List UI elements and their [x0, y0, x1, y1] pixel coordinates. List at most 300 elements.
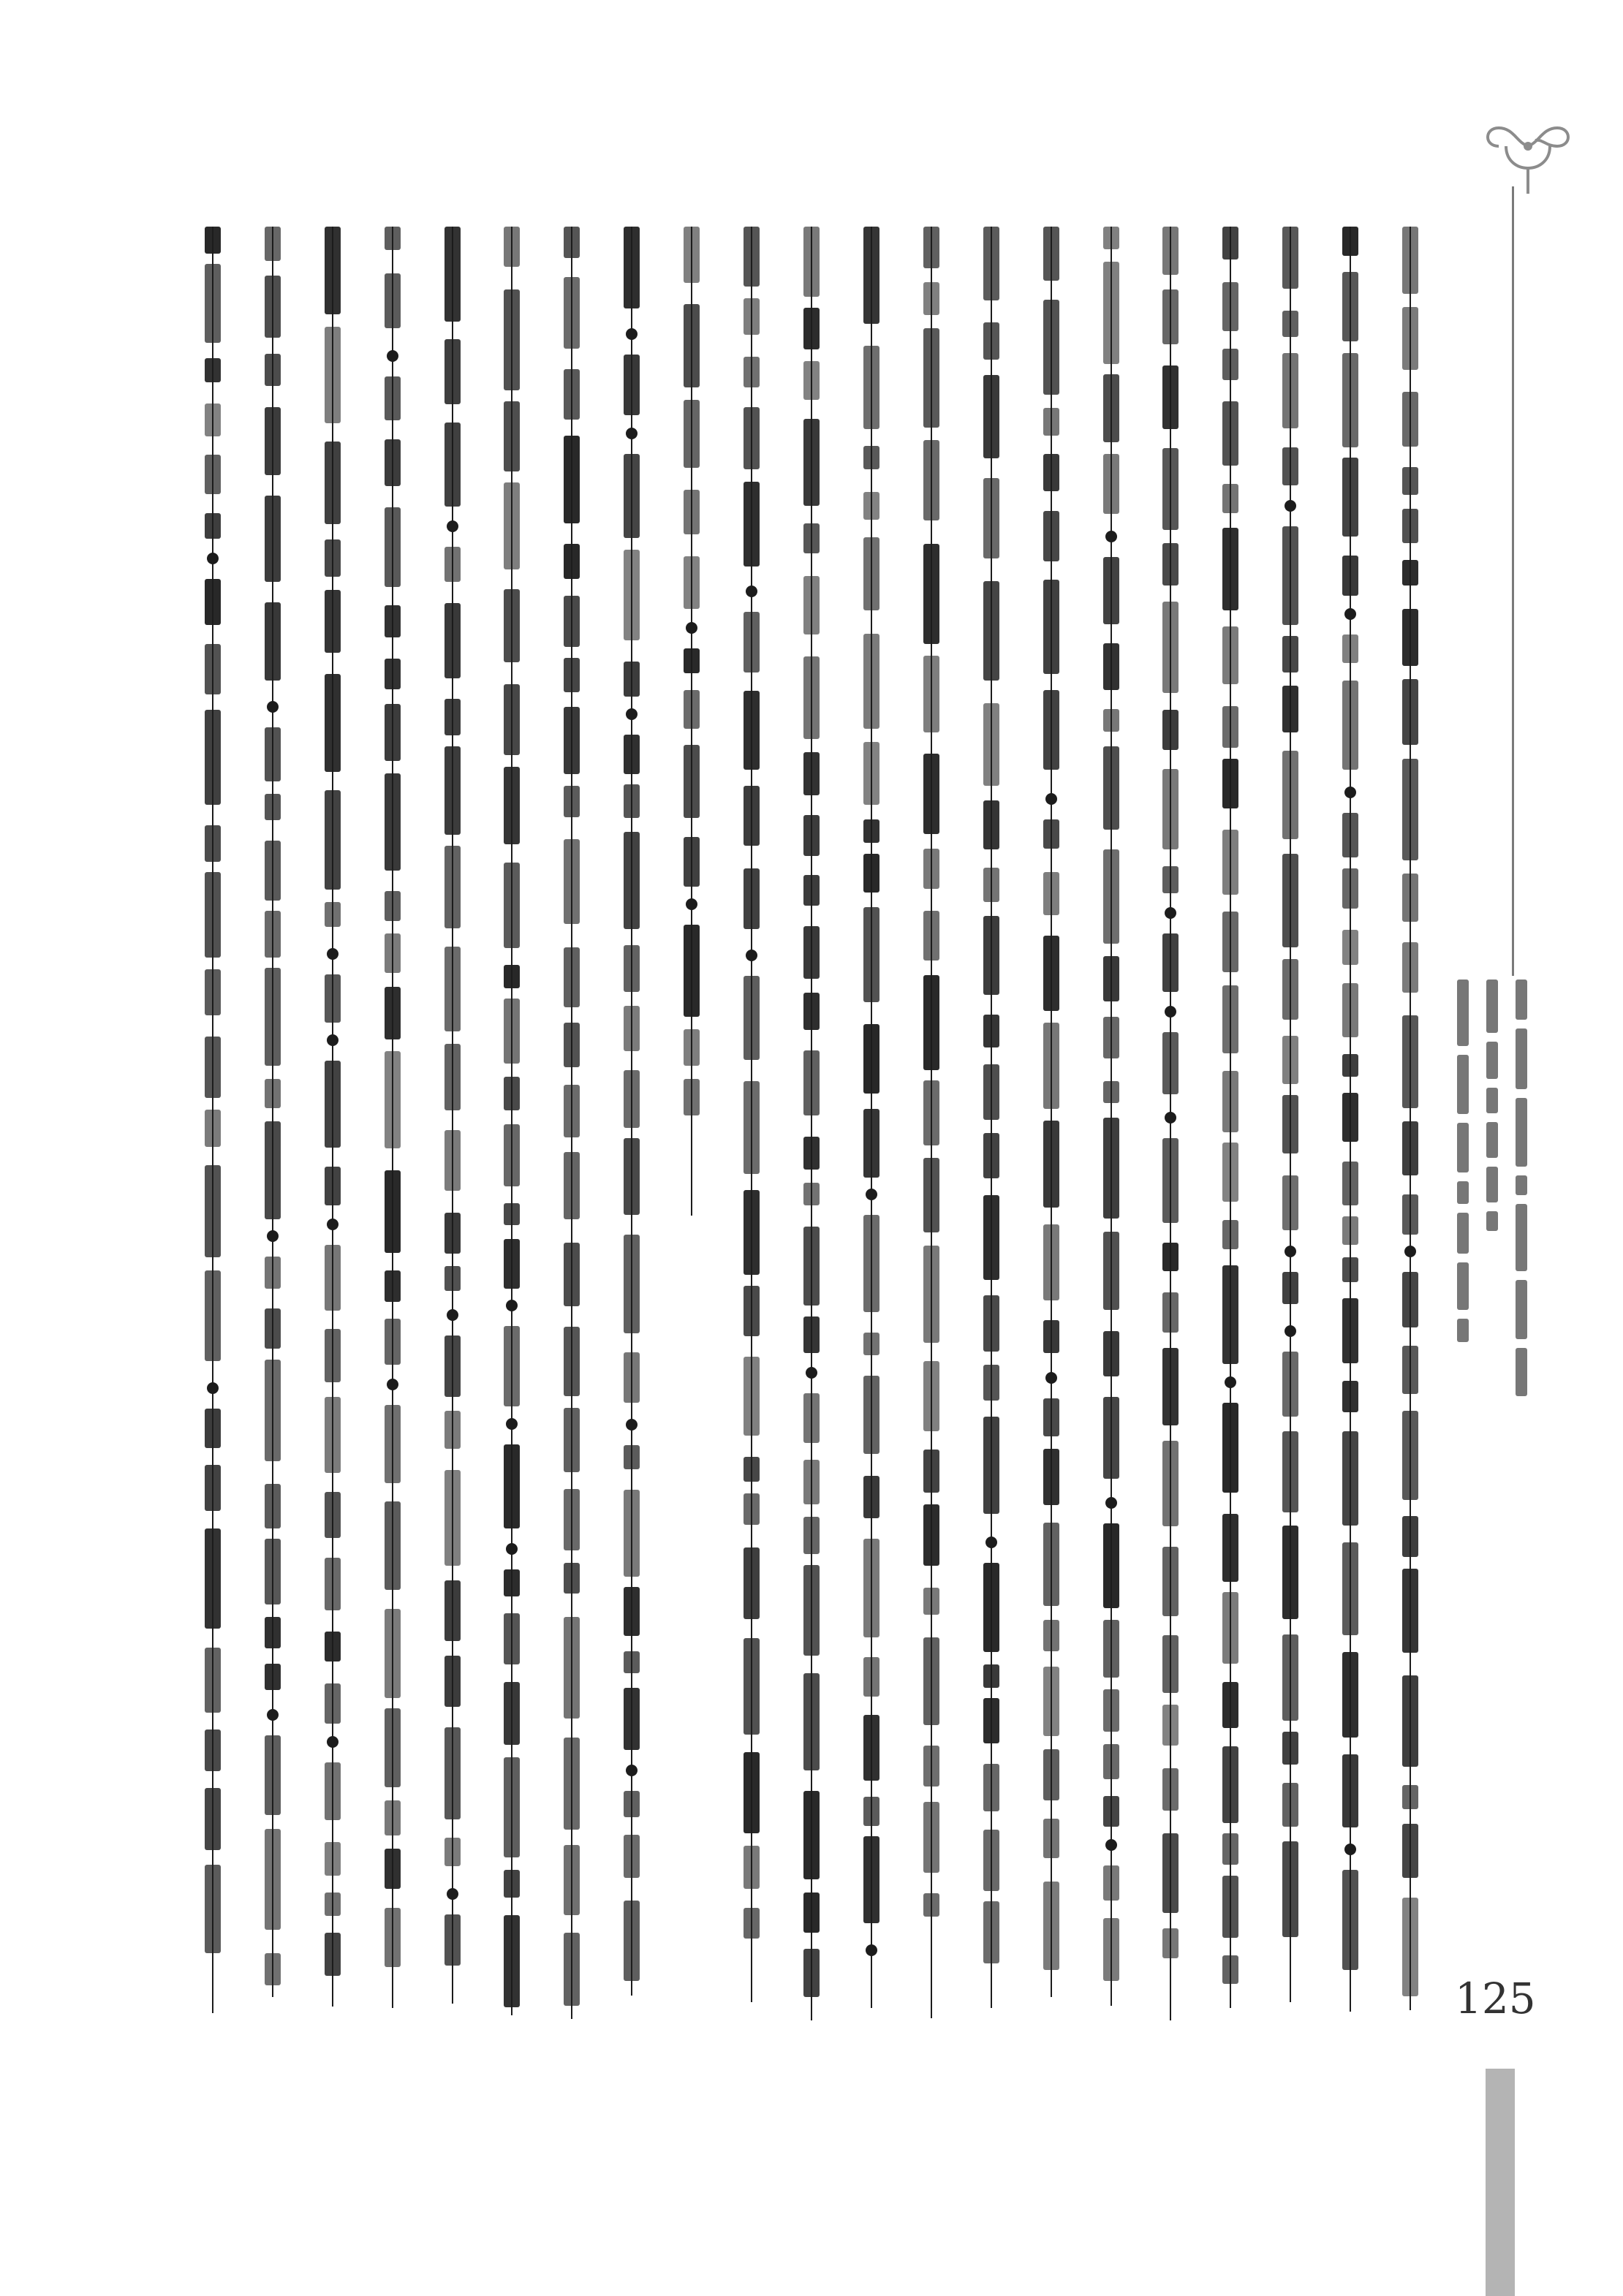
script-word [265, 496, 281, 582]
script-word [744, 612, 760, 672]
script-word [923, 227, 939, 268]
script-word [923, 911, 939, 961]
script-word [265, 1308, 281, 1349]
punctuation-mark [267, 1709, 279, 1721]
script-word [744, 482, 760, 567]
script-word [265, 1953, 281, 1985]
script-word [1043, 1320, 1059, 1353]
script-word [325, 790, 341, 889]
script-word [1162, 769, 1179, 849]
script-word [564, 596, 580, 647]
script-word [744, 1547, 760, 1619]
script-word [1402, 874, 1418, 922]
script-stem [272, 227, 273, 1997]
script-word [265, 1829, 281, 1930]
script-word [504, 684, 520, 755]
text-column [380, 227, 405, 2008]
script-word [1103, 227, 1119, 249]
script-word [1342, 227, 1358, 256]
script-word [1103, 262, 1119, 364]
script-word [1222, 1833, 1238, 1865]
script-word [325, 1245, 341, 1311]
punctuation-mark [327, 1034, 338, 1046]
scroll-ornament-icon [1477, 117, 1579, 197]
script-word [1342, 681, 1358, 770]
script-word [265, 227, 281, 261]
script-word [863, 492, 879, 520]
script-word [624, 550, 640, 640]
script-word [803, 1316, 820, 1353]
script-word [1457, 1319, 1469, 1342]
script-word [1282, 686, 1298, 732]
script-word [205, 1729, 221, 1770]
script-word [863, 446, 879, 469]
script-word [385, 1708, 401, 1787]
script-word [744, 298, 760, 335]
script-word [385, 1501, 401, 1590]
script-word [1282, 1095, 1298, 1153]
script-word [923, 1637, 939, 1726]
script-word [1342, 1381, 1358, 1412]
punctuation-mark [746, 586, 757, 597]
script-word [863, 1109, 879, 1178]
script-word [1162, 710, 1179, 750]
punctuation-mark [267, 701, 279, 713]
script-word [444, 1727, 461, 1819]
script-word [684, 690, 700, 729]
script-word [385, 273, 401, 328]
script-word [1222, 227, 1238, 259]
script-word [983, 1563, 999, 1652]
script-word [1486, 1042, 1498, 1079]
script-word [205, 1648, 221, 1713]
script-word [684, 648, 700, 673]
script-word [863, 634, 879, 729]
script-word [325, 1061, 341, 1148]
punctuation-mark [1225, 1376, 1236, 1388]
script-word [744, 1908, 760, 1939]
script-word [624, 1006, 640, 1051]
script-word [1516, 1028, 1527, 1089]
punctuation-mark [447, 1309, 458, 1321]
script-word [564, 1617, 580, 1719]
script-word [624, 1587, 640, 1636]
punctuation-mark [506, 1418, 518, 1430]
script-word [564, 1085, 580, 1137]
script-word [1342, 353, 1358, 447]
script-word [1162, 1138, 1179, 1223]
script-word [923, 328, 939, 428]
script-word [1222, 528, 1238, 610]
script-word [385, 1800, 401, 1835]
script-word [1043, 511, 1059, 561]
punctuation-mark [686, 898, 697, 910]
script-word [325, 1842, 341, 1876]
script-word [1402, 560, 1418, 586]
script-word [863, 1333, 879, 1356]
script-word [1162, 1768, 1179, 1810]
script-word [1162, 365, 1179, 429]
script-word [325, 1492, 341, 1538]
script-word [1103, 1331, 1119, 1376]
script-word [1103, 956, 1119, 1002]
script-word [504, 1239, 520, 1289]
script-word [1486, 1211, 1498, 1231]
script-word [684, 227, 700, 283]
script-word [265, 1484, 281, 1528]
script-word [1043, 1882, 1059, 1970]
script-word [504, 999, 520, 1064]
script-word [744, 227, 760, 287]
script-word [1342, 930, 1358, 965]
script-word [684, 556, 700, 610]
script-word [803, 576, 820, 635]
script-word [265, 1664, 281, 1690]
script-word [1402, 1824, 1418, 1877]
punctuation-mark [626, 328, 638, 340]
script-word [1402, 1121, 1418, 1175]
script-word [1342, 1257, 1358, 1281]
script-word [504, 1870, 520, 1898]
script-word [1486, 980, 1498, 1033]
script-word [564, 1738, 580, 1830]
script-word [564, 1933, 580, 2007]
script-word [923, 656, 939, 732]
script-word [1043, 872, 1059, 915]
script-word [744, 1457, 760, 1482]
running-title-column [1484, 980, 1500, 1287]
script-word [1342, 983, 1358, 1037]
script-word [744, 786, 760, 845]
script-word [1222, 401, 1238, 466]
script-word [923, 1588, 939, 1615]
script-word [983, 1195, 999, 1280]
script-word [385, 507, 401, 587]
script-word [863, 1657, 879, 1697]
script-word [803, 1393, 820, 1442]
script-word [1342, 813, 1358, 857]
script-word [1342, 1754, 1358, 1827]
script-word [684, 1029, 700, 1066]
punctuation-mark [1105, 1839, 1117, 1851]
script-word [863, 1539, 879, 1637]
text-column [1099, 227, 1124, 2006]
script-word [325, 1329, 341, 1382]
script-word [624, 1490, 640, 1577]
script-word [265, 1121, 281, 1219]
script-word [1222, 830, 1238, 895]
script-word [624, 784, 640, 818]
script-word [504, 1569, 520, 1596]
punctuation-mark [327, 1219, 338, 1230]
script-word [624, 1445, 640, 1469]
script-word [325, 1683, 341, 1724]
punctuation-mark [1285, 1325, 1296, 1337]
script-word [564, 1845, 580, 1915]
script-word [265, 407, 281, 475]
script-word [1103, 1744, 1119, 1779]
script-word [325, 1632, 341, 1662]
script-word [1222, 1746, 1238, 1823]
script-word [1282, 1272, 1298, 1304]
punctuation-mark [746, 950, 757, 961]
script-word [444, 1130, 461, 1191]
script-word [1043, 408, 1059, 435]
script-word [1043, 819, 1059, 849]
script-word [684, 490, 700, 534]
script-word [1043, 580, 1059, 675]
script-word [1342, 1093, 1358, 1142]
script-word [803, 1460, 820, 1504]
script-word [923, 1802, 939, 1873]
punctuation-mark [267, 1230, 279, 1242]
script-word [744, 1190, 760, 1274]
script-word [923, 440, 939, 520]
script-word [1457, 1123, 1469, 1172]
script-word [1282, 447, 1298, 485]
punctuation-mark [387, 350, 398, 362]
script-word [1162, 602, 1179, 693]
script-word [1222, 759, 1238, 808]
script-word [1222, 484, 1238, 513]
script-word [923, 1158, 939, 1232]
script-word [444, 947, 461, 1031]
script-word [803, 419, 820, 506]
script-word [1103, 374, 1119, 442]
script-word [983, 1664, 999, 1688]
script-word [205, 358, 221, 382]
script-word [803, 227, 820, 297]
script-word [1282, 854, 1298, 947]
text-column [1398, 227, 1423, 2010]
script-word [1103, 454, 1119, 514]
script-word [205, 513, 221, 539]
script-word [1516, 1204, 1527, 1271]
script-word [1282, 1431, 1298, 1512]
punctuation-mark [447, 520, 458, 532]
script-word [504, 227, 520, 267]
running-title-column [1455, 980, 1471, 1389]
script-word [923, 1450, 939, 1492]
script-word [1103, 1118, 1119, 1219]
script-word [325, 974, 341, 1023]
script-word [1282, 1634, 1298, 1721]
script-word [444, 1044, 461, 1110]
script-word [1486, 1122, 1498, 1158]
script-word [504, 401, 520, 472]
script-word [205, 644, 221, 694]
script-word [564, 436, 580, 523]
script-word [1222, 912, 1238, 972]
script-word [205, 1110, 221, 1147]
script-word [1222, 1592, 1238, 1664]
script-word [444, 1266, 461, 1291]
script-word [624, 662, 640, 697]
punctuation-mark [207, 553, 219, 564]
script-word [1043, 1121, 1059, 1208]
script-word [325, 442, 341, 524]
script-word [385, 227, 401, 250]
punctuation-mark [447, 1888, 458, 1900]
script-word [325, 902, 341, 927]
script-word [504, 482, 520, 569]
script-word [863, 346, 879, 429]
script-word [1043, 1620, 1059, 1651]
text-column [619, 227, 644, 1996]
script-word [504, 589, 520, 662]
script-word [1402, 1898, 1418, 1996]
text-column [919, 227, 944, 2018]
script-word [444, 339, 461, 404]
script-word [803, 926, 820, 979]
script-word [1162, 227, 1179, 275]
script-word [744, 976, 760, 1060]
script-word [744, 1081, 760, 1175]
script-word [1342, 1542, 1358, 1635]
script-word [1282, 1526, 1298, 1619]
script-word [205, 1270, 221, 1362]
script-word [1342, 1870, 1358, 1970]
script-word [265, 354, 281, 386]
script-word [504, 1444, 520, 1528]
script-word [983, 1064, 999, 1120]
script-word [983, 868, 999, 902]
script-word [1103, 1081, 1119, 1103]
script-word [624, 454, 640, 538]
script-word [385, 1908, 401, 1967]
script-word [803, 1673, 820, 1770]
script-word [744, 407, 760, 469]
script-word [684, 837, 700, 887]
script-word [803, 308, 820, 349]
text-column [440, 227, 465, 2004]
script-word [504, 1682, 520, 1745]
script-word [504, 863, 520, 949]
script-word [444, 423, 461, 507]
script-word [1342, 868, 1358, 909]
script-word [803, 875, 820, 906]
script-word [564, 839, 580, 924]
script-word [744, 1286, 760, 1336]
page-number: 125 [1455, 1974, 1536, 2023]
script-word [444, 1914, 461, 1966]
script-word [744, 1752, 760, 1833]
script-word [265, 911, 281, 957]
script-word [744, 691, 760, 770]
script-word [504, 1203, 520, 1226]
script-word [444, 547, 461, 582]
script-word [1222, 1403, 1238, 1493]
script-word [624, 735, 640, 775]
text-column [559, 227, 584, 2019]
script-word [205, 403, 221, 437]
script-word [923, 975, 939, 1070]
script-word [923, 754, 939, 833]
script-word [1103, 1397, 1119, 1479]
script-word [1043, 1449, 1059, 1505]
punctuation-mark [1165, 1112, 1176, 1124]
script-word [1402, 1411, 1418, 1500]
script-word [1457, 1055, 1469, 1113]
script-word [1043, 1819, 1059, 1858]
script-word [444, 1411, 461, 1449]
script-word [325, 539, 341, 577]
script-word [744, 868, 760, 929]
script-word [1402, 1194, 1418, 1235]
script-word [1282, 311, 1298, 337]
script-word [1162, 1348, 1179, 1425]
script-word [1043, 690, 1059, 770]
script-word [744, 357, 760, 387]
body-text [183, 227, 1440, 2025]
script-word [205, 455, 221, 494]
script-word [205, 1788, 221, 1850]
script-word [1222, 1514, 1238, 1582]
punctuation-mark [626, 1419, 638, 1431]
punctuation-mark [327, 1736, 338, 1748]
script-word [803, 1565, 820, 1656]
script-word [1486, 1167, 1498, 1202]
script-word [1103, 746, 1119, 829]
script-word [1457, 980, 1469, 1046]
script-word [325, 1167, 341, 1205]
script-word [1342, 1054, 1358, 1077]
punctuation-mark [1285, 500, 1296, 512]
punctuation-mark [1285, 1246, 1296, 1257]
script-word [624, 1138, 640, 1216]
punctuation-mark [1344, 787, 1356, 798]
script-word [1162, 289, 1179, 344]
script-word [983, 1365, 999, 1401]
text-column [679, 227, 704, 1216]
punctuation-mark [1105, 531, 1117, 542]
script-word [983, 703, 999, 786]
script-word [803, 1791, 820, 1879]
script-word [385, 1051, 401, 1148]
punctuation-mark [806, 1367, 817, 1379]
script-word [564, 786, 580, 817]
script-word [863, 819, 879, 843]
script-word [1103, 1689, 1119, 1732]
script-word [385, 933, 401, 974]
script-word [205, 1465, 221, 1510]
script-word [1282, 751, 1298, 839]
script-word [624, 1352, 640, 1402]
script-word [1043, 300, 1059, 395]
script-word [1103, 709, 1119, 732]
script-word [1402, 227, 1418, 294]
punctuation-mark [207, 1382, 219, 1394]
script-word [1162, 1243, 1179, 1271]
script-word [983, 227, 999, 300]
script-word [1282, 526, 1298, 626]
script-word [983, 1133, 999, 1178]
script-word [923, 1504, 939, 1566]
script-word [983, 1015, 999, 1047]
script-word [564, 544, 580, 579]
script-word [385, 605, 401, 637]
script-word [385, 1170, 401, 1253]
script-word [803, 523, 820, 554]
script-word [1457, 1213, 1469, 1253]
script-word [444, 1656, 461, 1706]
script-word [265, 1539, 281, 1604]
script-word [624, 832, 640, 929]
script-word [444, 846, 461, 928]
script-word [1222, 1682, 1238, 1728]
punctuation-mark [1045, 1372, 1057, 1384]
script-word [983, 581, 999, 681]
